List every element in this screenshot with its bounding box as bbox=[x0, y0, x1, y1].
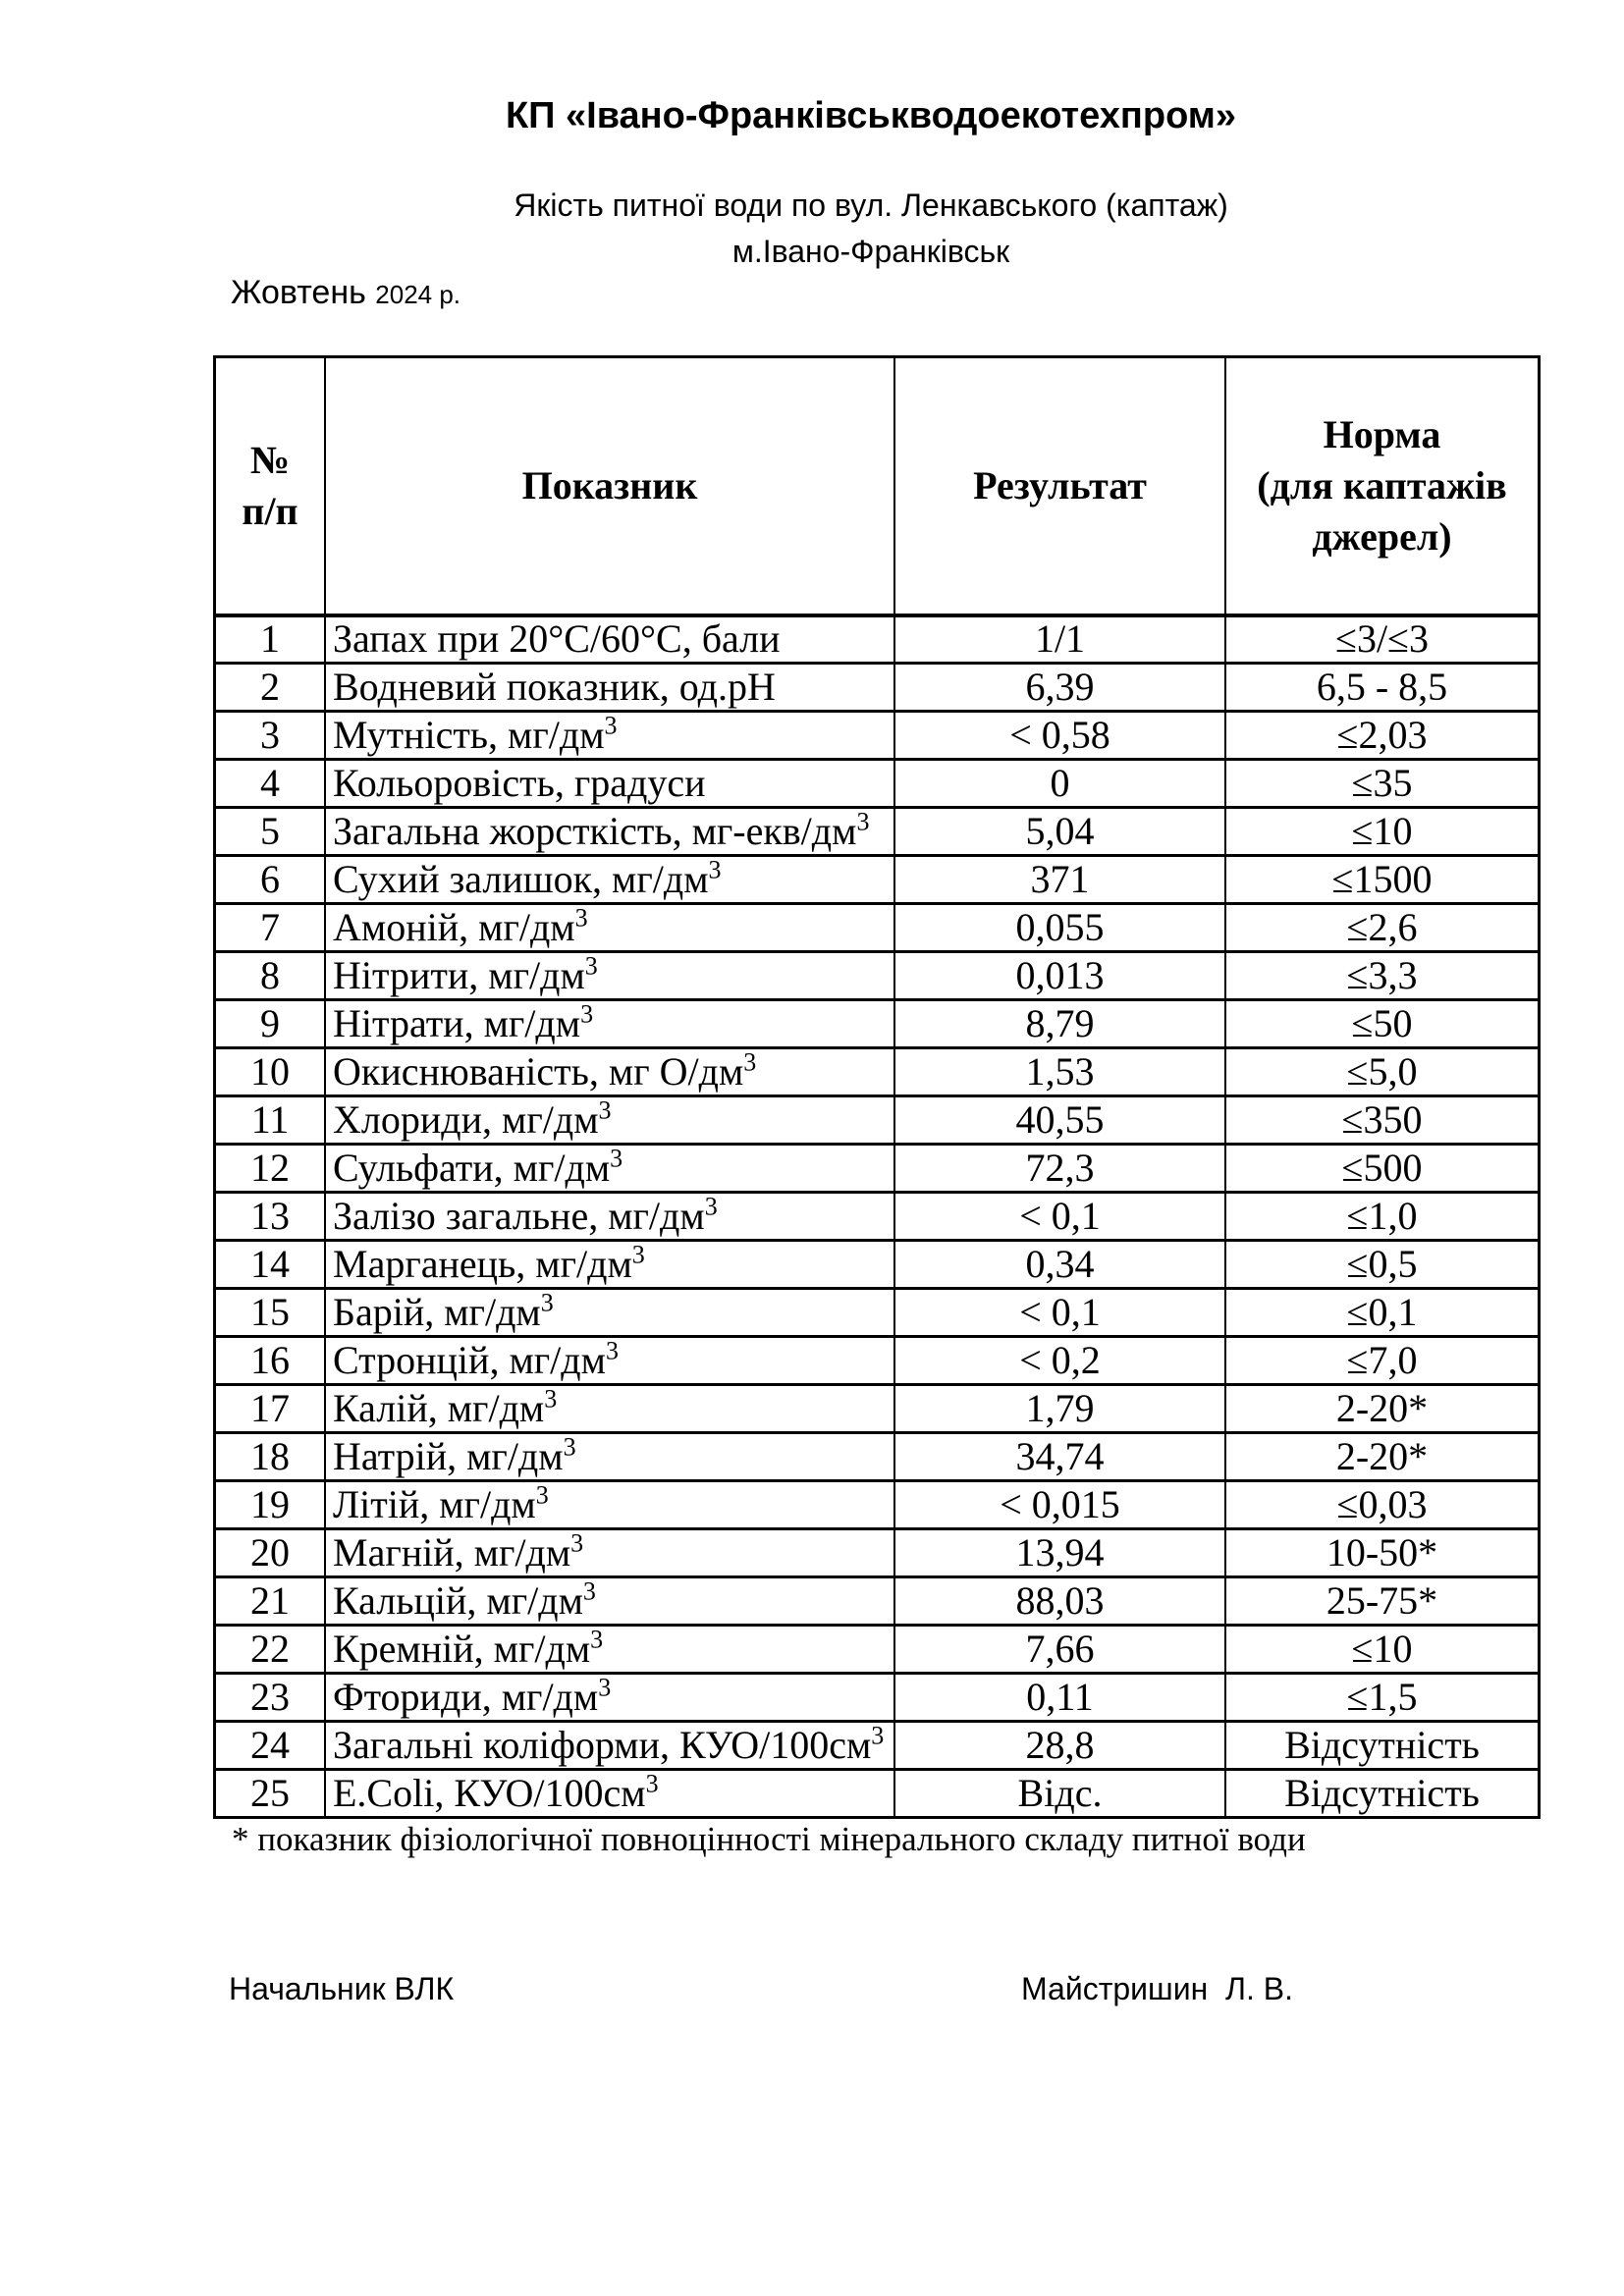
result-cell: < 0,1 bbox=[894, 1289, 1225, 1337]
indicator-cell: Мутність, $мг/дм^3$ bbox=[325, 712, 894, 760]
row-number-cell: 5 bbox=[215, 808, 326, 856]
indicator-cell: Стронцій, $мг/дм^3$ bbox=[325, 1337, 894, 1385]
water-quality-table bbox=[213, 355, 1541, 1819]
result-cell: 5,04 bbox=[894, 808, 1225, 856]
result-cell: 8,79 bbox=[894, 1000, 1225, 1048]
indicator-cell: Натрій, $мг/дм^3$ bbox=[325, 1433, 894, 1481]
indicator-cell: Загальні коліформи, КУО/$100см^3$ bbox=[325, 1722, 894, 1770]
report-period-month: Жовтень bbox=[231, 274, 366, 311]
result-cell: 1,53 bbox=[894, 1048, 1225, 1096]
row-number-cell: 11 bbox=[215, 1096, 326, 1145]
norm-cell: ≤1500 bbox=[1225, 856, 1540, 904]
row-number-cell: 23 bbox=[215, 1674, 326, 1722]
norm-cell: ≤7,0 bbox=[1225, 1337, 1540, 1385]
document-subtitle bbox=[213, 183, 1529, 275]
indicator-cell: Магній, $мг/дм^3$ bbox=[325, 1529, 894, 1577]
subtitle-line-address: Якість питної води по вул. Ленкавського (каптаж) bbox=[514, 187, 1228, 223]
table-row bbox=[215, 808, 1540, 856]
result-cell: 13,94 bbox=[894, 1529, 1225, 1577]
table-row bbox=[215, 1722, 1540, 1770]
norm-cell: 10-50* bbox=[1225, 1529, 1540, 1577]
result-cell: < 0,1 bbox=[894, 1193, 1225, 1241]
row-number-cell: 3 bbox=[215, 712, 326, 760]
indicator-cell: Сухий залишок, $мг/дм^3$ bbox=[325, 856, 894, 904]
row-number-cell: 21 bbox=[215, 1577, 326, 1626]
table-row bbox=[215, 760, 1540, 808]
norm-cell: ≤10 bbox=[1225, 808, 1540, 856]
row-number-cell: 20 bbox=[215, 1529, 326, 1577]
table-row bbox=[215, 1145, 1540, 1193]
result-cell: 72,3 bbox=[894, 1145, 1225, 1193]
norm-cell: ≤0,5 bbox=[1225, 1241, 1540, 1289]
row-number-cell: 25 bbox=[215, 1770, 326, 1818]
norm-cell: ≤1,0 bbox=[1225, 1193, 1540, 1241]
norm-cell: ≤3/≤3 bbox=[1225, 615, 1540, 664]
row-number-cell: 1 bbox=[215, 615, 326, 664]
norm-cell: ≤1,5 bbox=[1225, 1674, 1540, 1722]
indicator-cell: Запах при 20°С/60°С, бали bbox=[325, 615, 894, 664]
norm-cell: 2-20* bbox=[1225, 1433, 1540, 1481]
col-header-indicator: Показник bbox=[325, 357, 894, 615]
indicator-cell: Фториди, $мг/дм^3$ bbox=[325, 1674, 894, 1722]
row-number-cell: 19 bbox=[215, 1481, 326, 1529]
row-number-cell: 22 bbox=[215, 1626, 326, 1674]
indicator-cell: Марганець, $мг/дм^3$ bbox=[325, 1241, 894, 1289]
table-row bbox=[215, 1481, 1540, 1529]
col-header-num: № п/п bbox=[215, 357, 326, 615]
norm-cell: ≤0,1 bbox=[1225, 1289, 1540, 1337]
norm-cell: 2-20* bbox=[1225, 1385, 1540, 1433]
table-row bbox=[215, 1241, 1540, 1289]
table-row bbox=[215, 952, 1540, 1000]
table-row bbox=[215, 1096, 1540, 1145]
norm-cell: ≤0,03 bbox=[1225, 1481, 1540, 1529]
indicator-cell: Калій, $мг/дм^3$ bbox=[325, 1385, 894, 1433]
signature-position: Начальник ВЛК bbox=[229, 1971, 455, 2006]
indicator-cell: Кольоровість, градуси bbox=[325, 760, 894, 808]
signature-block bbox=[0, 1971, 1624, 2010]
result-cell: 0 bbox=[894, 760, 1225, 808]
result-cell: Відс. bbox=[894, 1770, 1225, 1818]
norm-cell: ≤3,3 bbox=[1225, 952, 1540, 1000]
result-cell: 88,03 bbox=[894, 1577, 1225, 1626]
norm-cell: ≤500 bbox=[1225, 1145, 1540, 1193]
indicator-cell: Кальцій, $мг/дм^3$ bbox=[325, 1577, 894, 1626]
table-row bbox=[215, 664, 1540, 712]
norm-cell: 6,5 - 8,5 bbox=[1225, 664, 1540, 712]
result-cell: 0,013 bbox=[894, 952, 1225, 1000]
row-number-cell: 8 bbox=[215, 952, 326, 1000]
table-row bbox=[215, 1048, 1540, 1096]
row-number-cell: 7 bbox=[215, 904, 326, 952]
footnote: * показник фізіологічної повноцінності мінерального складу питної води bbox=[232, 1820, 1306, 1858]
norm-cell: Відсутність bbox=[1225, 1722, 1540, 1770]
table-row bbox=[215, 615, 1540, 664]
table-row bbox=[215, 1193, 1540, 1241]
indicator-cell: Кремній, $мг/дм^3$ bbox=[325, 1626, 894, 1674]
result-cell: 40,55 bbox=[894, 1096, 1225, 1145]
norm-cell: Відсутність bbox=[1225, 1770, 1540, 1818]
col-header-result: Результат bbox=[894, 357, 1225, 615]
indicator-cell: Нітрити, $мг/дм^3$ bbox=[325, 952, 894, 1000]
table-row bbox=[215, 1770, 1540, 1818]
row-number-cell: 10 bbox=[215, 1048, 326, 1096]
indicator-cell: Окиснюваність, мг $О/дм^3$ bbox=[325, 1048, 894, 1096]
table-header-row bbox=[215, 357, 1540, 615]
report-period-year: 2024 р. bbox=[375, 280, 461, 309]
row-number-cell: 15 bbox=[215, 1289, 326, 1337]
indicator-cell: Хлориди, $мг/дм^3$ bbox=[325, 1096, 894, 1145]
indicator-cell: E.Coli, КУО/$100см^3$ bbox=[325, 1770, 894, 1818]
result-cell: < 0,2 bbox=[894, 1337, 1225, 1385]
row-number-cell: 13 bbox=[215, 1193, 326, 1241]
row-number-cell: 16 bbox=[215, 1337, 326, 1385]
table-row bbox=[215, 1289, 1540, 1337]
table-row bbox=[215, 1674, 1540, 1722]
norm-cell: ≤2,03 bbox=[1225, 712, 1540, 760]
result-cell: 1/1 bbox=[894, 615, 1225, 664]
table-row bbox=[215, 1385, 1540, 1433]
report-period bbox=[231, 273, 460, 313]
result-cell: < 0,015 bbox=[894, 1481, 1225, 1529]
indicator-cell: Нітрати, $мг/дм^3$ bbox=[325, 1000, 894, 1048]
page-title: КП «Івано-Франківськводоекотехпром» bbox=[505, 95, 1237, 136]
result-cell: 0,055 bbox=[894, 904, 1225, 952]
row-number-cell: 4 bbox=[215, 760, 326, 808]
row-number-cell: 14 bbox=[215, 1241, 326, 1289]
result-cell: 0,11 bbox=[894, 1674, 1225, 1722]
indicator-cell: Сульфати, $мг/дм^3$ bbox=[325, 1145, 894, 1193]
subtitle-line-city: м.Івано-Франківськ bbox=[731, 234, 1010, 269]
result-cell: 28,8 bbox=[894, 1722, 1225, 1770]
table-row bbox=[215, 1337, 1540, 1385]
indicator-cell: Літій, $мг/дм^3$ bbox=[325, 1481, 894, 1529]
table-row bbox=[215, 1577, 1540, 1626]
result-cell: 6,39 bbox=[894, 664, 1225, 712]
indicator-cell: Амоній, $мг/дм^3$ bbox=[325, 904, 894, 952]
table-row bbox=[215, 712, 1540, 760]
norm-cell: ≤350 bbox=[1225, 1096, 1540, 1145]
row-number-cell: 6 bbox=[215, 856, 326, 904]
result-cell: 34,74 bbox=[894, 1433, 1225, 1481]
table-row bbox=[215, 1626, 1540, 1674]
row-number-cell: 18 bbox=[215, 1433, 326, 1481]
result-cell: 1,79 bbox=[894, 1385, 1225, 1433]
table-row bbox=[215, 856, 1540, 904]
norm-cell: ≤50 bbox=[1225, 1000, 1540, 1048]
norm-cell: ≤35 bbox=[1225, 760, 1540, 808]
row-number-cell: 9 bbox=[215, 1000, 326, 1048]
indicator-cell: Залізо загальне, $мг/дм^3$ bbox=[325, 1193, 894, 1241]
table-body bbox=[215, 615, 1540, 1818]
indicator-cell: Загальна жорсткість, $мг-екв/дм^3$ bbox=[325, 808, 894, 856]
table-row bbox=[215, 904, 1540, 952]
indicator-cell: Водневий показник, од.рН bbox=[325, 664, 894, 712]
table-row bbox=[215, 1529, 1540, 1577]
table-row bbox=[215, 1000, 1540, 1048]
row-number-cell: 12 bbox=[215, 1145, 326, 1193]
col-header-norm: Норма (для каптажів джерел) bbox=[1225, 357, 1540, 615]
row-number-cell: 17 bbox=[215, 1385, 326, 1433]
indicator-cell: Барій, $мг/дм^3$ bbox=[325, 1289, 894, 1337]
norm-cell: ≤2,6 bbox=[1225, 904, 1540, 952]
norm-cell: ≤10 bbox=[1225, 1626, 1540, 1674]
result-cell: 7,66 bbox=[894, 1626, 1225, 1674]
result-cell: < 0,58 bbox=[894, 712, 1225, 760]
row-number-cell: 2 bbox=[215, 664, 326, 712]
result-cell: 0,34 bbox=[894, 1241, 1225, 1289]
norm-cell: 25-75* bbox=[1225, 1577, 1540, 1626]
signature-name: Майстришин Л. В. bbox=[1021, 1971, 1294, 2006]
row-number-cell: 24 bbox=[215, 1722, 326, 1770]
result-cell: 371 bbox=[894, 856, 1225, 904]
table-row bbox=[215, 1433, 1540, 1481]
norm-cell: ≤5,0 bbox=[1225, 1048, 1540, 1096]
